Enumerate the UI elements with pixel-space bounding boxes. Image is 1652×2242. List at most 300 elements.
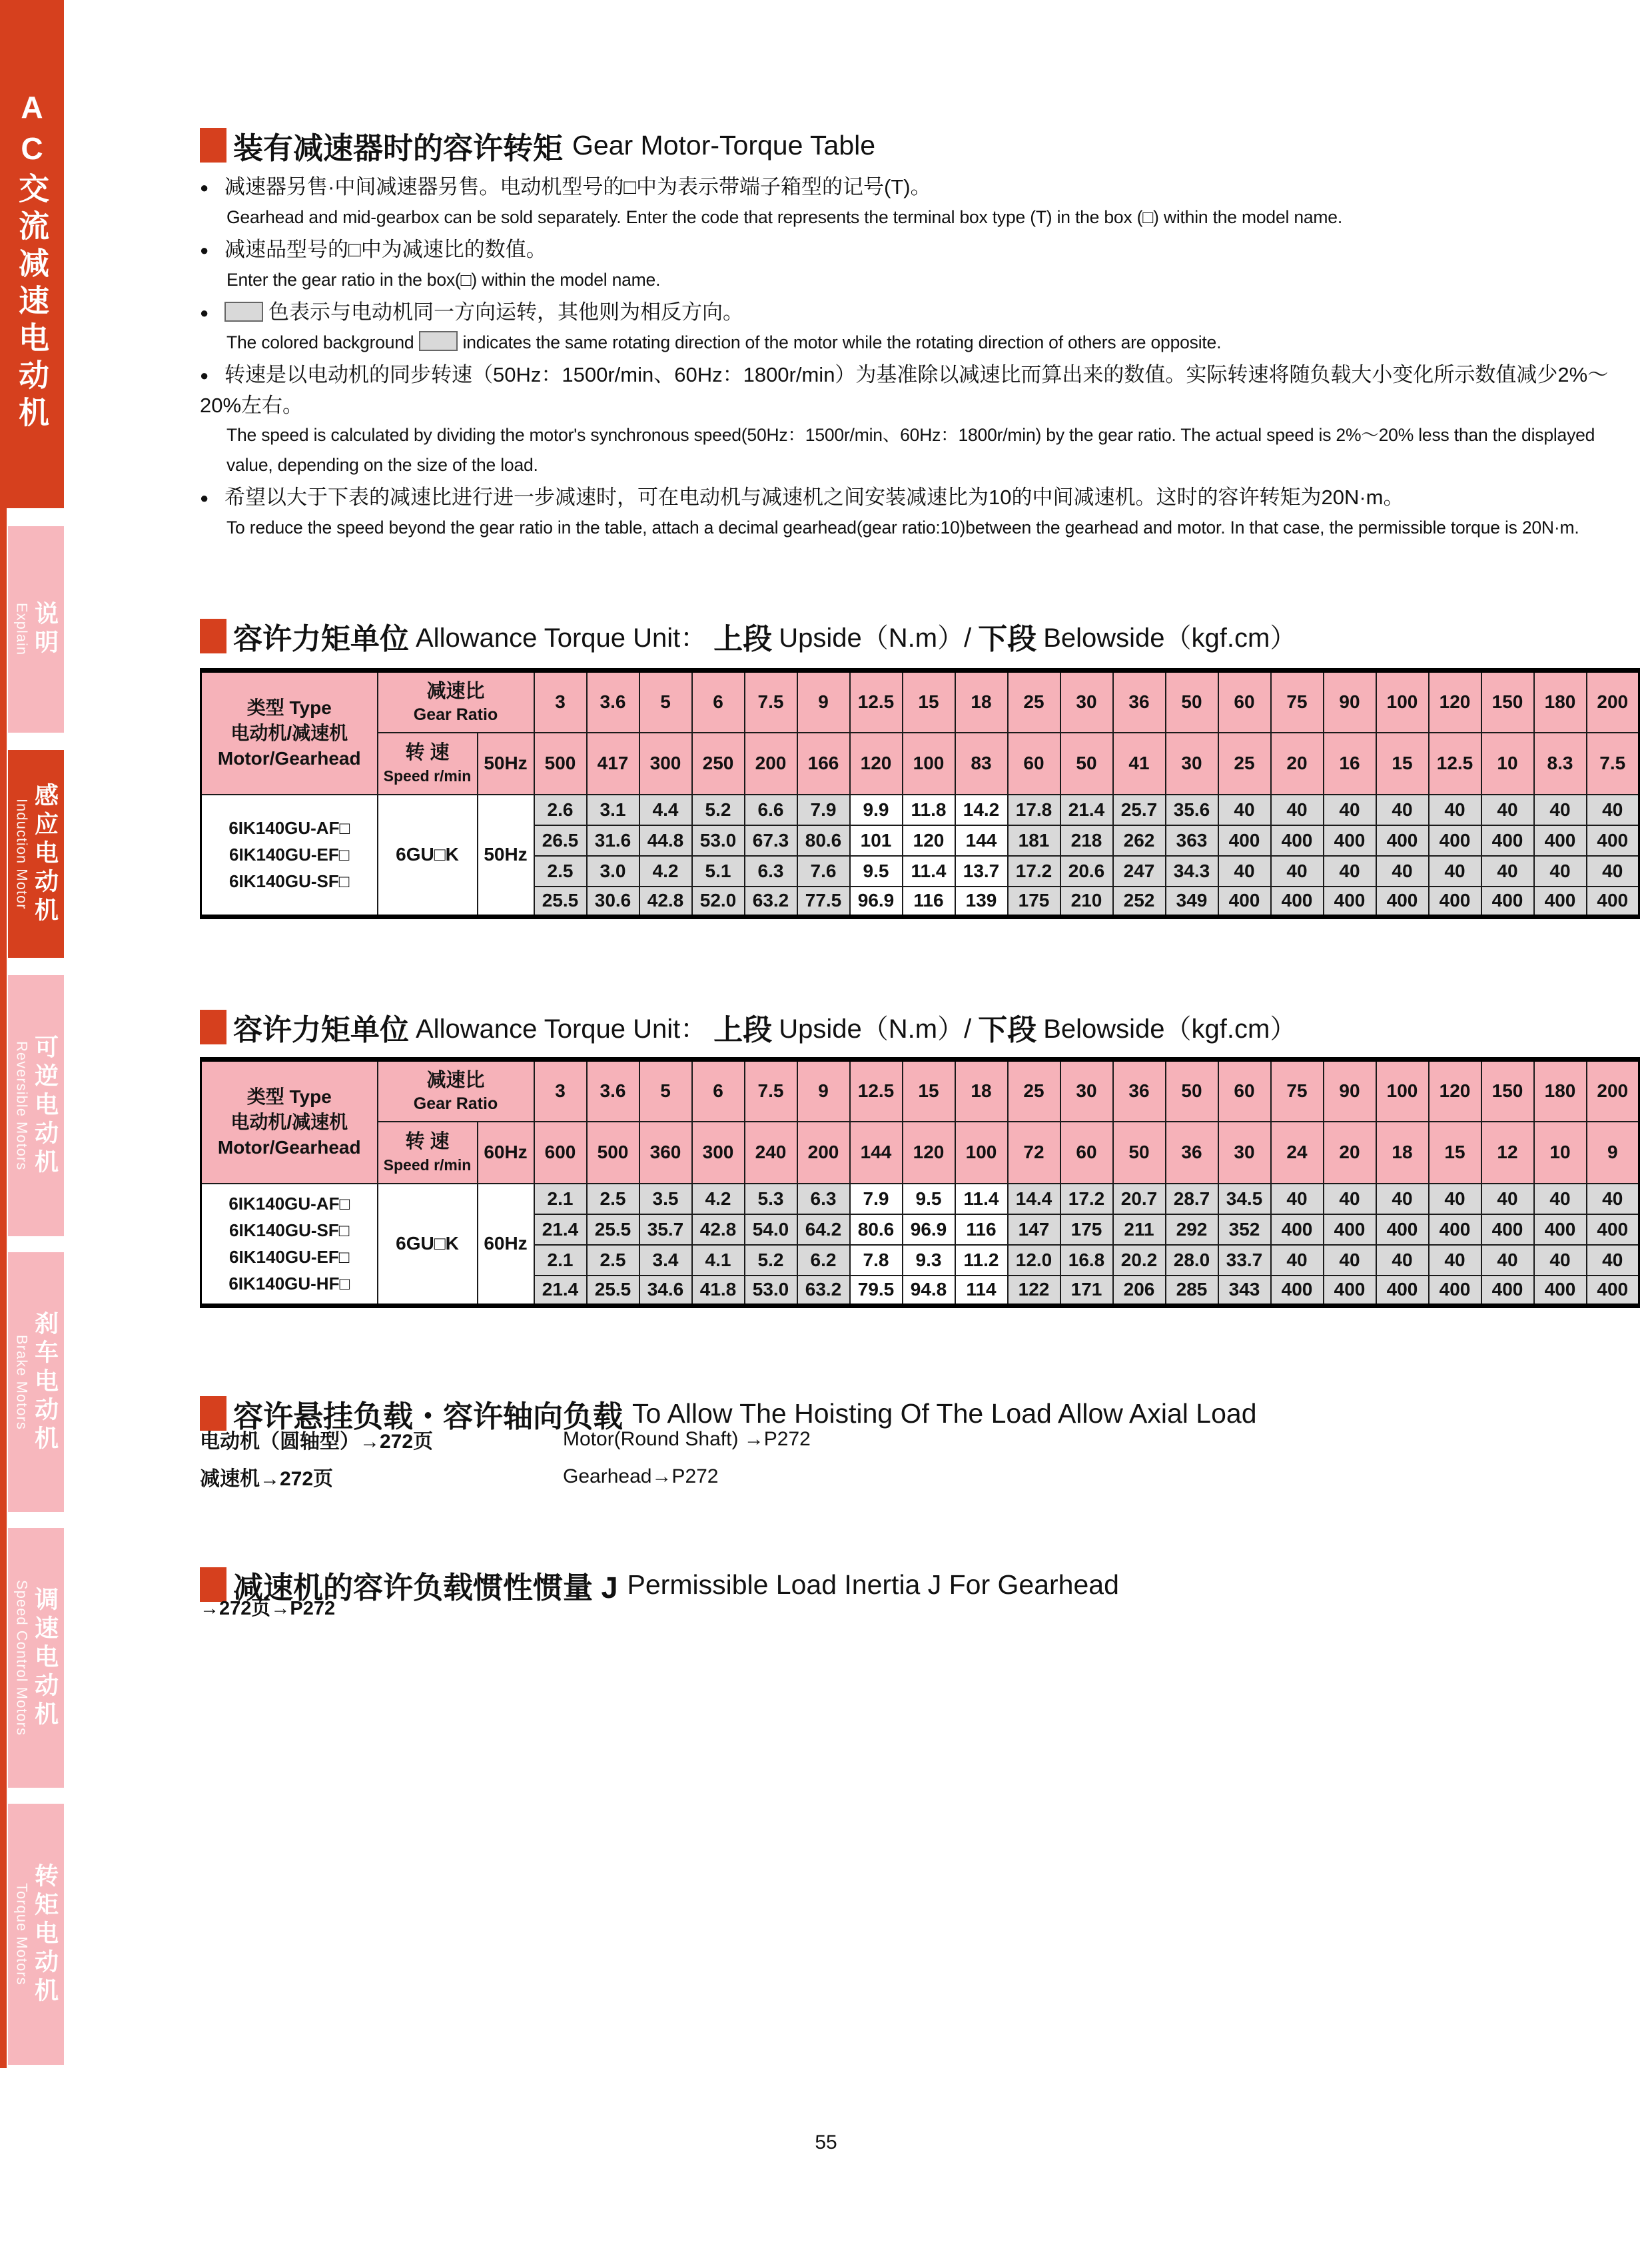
model-list-cell [201, 1184, 378, 1306]
torque-value-cell: 40 [1271, 856, 1324, 887]
speed-value-cell: 60 [1008, 733, 1060, 795]
sidebar-tab-label-zh: 刹车电动机 [31, 1310, 59, 1454]
gear-ratio-value-cell: 90 [1324, 1060, 1376, 1122]
sidebar-tab-label-en: Torque Motors [13, 1883, 31, 1986]
bullet-dot: ● [200, 304, 209, 321]
torque-value-cell: 400 [1429, 1214, 1481, 1245]
torque-value-cell: 40 [1481, 1245, 1534, 1276]
torque-value-cell: 34.5 [1218, 1184, 1271, 1214]
sidebar-tab-label-en: Brake Motors [13, 1334, 31, 1430]
torque-value-cell: 400 [1587, 1276, 1639, 1306]
speed-label-en: Speed r/min [383, 767, 472, 785]
model-name: 6IK140GU-HF□ [228, 1274, 350, 1294]
note-zh-content: 减速品型号的□中为减速比的数值。 [224, 238, 547, 261]
section-title-en: Allowance Torque Unit： [416, 1014, 707, 1044]
sidebar-tab-label-zh: 感应电动机 [31, 782, 59, 926]
gearhead-model-cell: 6GU□K [378, 795, 478, 917]
note-zh-content: 希望以大于下表的减速比进行进一步减速时，可在电动机与减速机之间安装减速比为10的中间减速机。这时的容许转矩为20N·m。 [224, 486, 1404, 509]
torque-value-cell: 262 [1113, 825, 1166, 856]
speed-value-cell: 417 [587, 733, 639, 795]
torque-value-cell: 6.6 [745, 795, 797, 825]
type-header-line: 类型 Type [246, 697, 332, 718]
type-header-line: 类型 Type [246, 1086, 332, 1107]
speed-value-cell: 360 [639, 1122, 692, 1184]
torque-value-cell: 210 [1060, 887, 1113, 917]
gear-ratio-value-cell: 25 [1008, 671, 1060, 733]
torque-value-cell: 40 [1587, 795, 1639, 825]
torque-value-cell: 96.9 [903, 1214, 955, 1245]
torque-value-cell: 40 [1481, 856, 1534, 887]
sidebar-tab-label-en: Induction Motor [13, 798, 31, 910]
torque-table-50hz [200, 668, 1640, 919]
torque-value-cell: 6.3 [797, 1184, 850, 1214]
sidebar-tab-label-en: Explain [13, 603, 31, 656]
gear-ratio-value-cell: 6 [692, 1060, 745, 1122]
gear-ratio-value-cell: 15 [903, 1060, 955, 1122]
speed-value-cell: 36 [1166, 1122, 1218, 1184]
torque-value-cell: 34.3 [1166, 856, 1218, 887]
torque-value-cell: 40 [1376, 1245, 1429, 1276]
torque-value-cell: 400 [1534, 1276, 1587, 1306]
model-name: 6IK140GU-EF□ [229, 845, 350, 865]
torque-value-cell: 400 [1587, 825, 1639, 856]
type-header-line: 电动机/减速机 [230, 722, 348, 743]
torque-value-cell: 40 [1429, 856, 1481, 887]
frequency-header-cell: 60Hz [478, 1122, 534, 1184]
gear-ratio-label-cell [378, 1060, 534, 1122]
torque-value-cell: 206 [1113, 1276, 1166, 1306]
gear-ratio-value-cell: 150 [1481, 671, 1534, 733]
torque-value-cell: 40 [1218, 856, 1271, 887]
torque-value-cell: 400 [1481, 887, 1534, 917]
torque-value-cell: 2.5 [534, 856, 587, 887]
motor-round-shaft-ref-en[interactable]: Motor(Round Shaft) →P272 [563, 1428, 811, 1450]
torque-value-cell: 343 [1218, 1276, 1271, 1306]
type-header-cell [201, 671, 378, 795]
torque-value-cell: 400 [1218, 887, 1271, 917]
torque-value-cell: 28.7 [1166, 1184, 1218, 1214]
gearhead-ref-en[interactable]: Gearhead→P272 [563, 1465, 719, 1487]
section-title-zh: 减速机的容许负载惯性惯量 J [233, 1570, 618, 1605]
frequency-body-cell: 60Hz [478, 1184, 534, 1306]
gear-ratio-value-cell: 200 [1587, 671, 1639, 733]
note-text-en: The speed is calculated by dividing the motor's synchronous speed(50Hz：1500r/min、60Hz：1800r/min) by the gear ratio. The actual speed is 2%～20% less than the displayed value, depending on the size of the load. [226, 425, 1595, 475]
speed-value-cell: 10 [1534, 1122, 1587, 1184]
torque-value-cell: 40 [1429, 795, 1481, 825]
torque-value-cell: 11.4 [903, 856, 955, 887]
gear-ratio-value-cell: 60 [1218, 671, 1271, 733]
section-marker-icon [200, 128, 226, 163]
gear-ratio-value-cell: 9 [797, 671, 850, 733]
torque-value-cell: 40 [1324, 1184, 1376, 1214]
section-title-zh: 上段 [713, 622, 773, 655]
torque-value-cell: 79.5 [850, 1276, 903, 1306]
note-text-en: The colored background indicates the same rotating direction of the motor while the rotating direction of others are opposite. [226, 332, 1222, 352]
torque-value-cell: 17.2 [1060, 1184, 1113, 1214]
page-reference-links [200, 1421, 811, 1495]
speed-value-cell: 41 [1113, 733, 1166, 795]
section-title-en: Upside（N.m）/ [779, 623, 972, 653]
torque-value-cell: 40 [1534, 856, 1587, 887]
gear-ratio-value-cell: 6 [692, 671, 745, 733]
torque-value-cell: 9.5 [903, 1184, 955, 1214]
torque-value-cell: 3.4 [639, 1245, 692, 1276]
torque-value-cell: 40 [1534, 1184, 1587, 1214]
section-title-en: Gear Motor-Torque Table [572, 129, 876, 161]
motor-round-shaft-ref-zh[interactable]: 电动机（圆轴型）→272页 [200, 1431, 434, 1453]
gear-ratio-value-cell: 25 [1008, 1060, 1060, 1122]
type-header-line: Motor/Gearhead [217, 1136, 361, 1158]
speed-value-cell: 300 [639, 733, 692, 795]
torque-value-cell: 64.2 [797, 1214, 850, 1245]
torque-value-cell: 3.1 [587, 795, 639, 825]
speed-value-cell: 15 [1429, 1122, 1481, 1184]
note-item [200, 482, 1635, 543]
torque-value-cell: 20.6 [1060, 856, 1113, 887]
torque-value-cell: 139 [955, 887, 1008, 917]
section-gear-motor-torque-title [200, 124, 875, 167]
torque-value-cell: 363 [1166, 825, 1218, 856]
torque-table [200, 1057, 1640, 1308]
note-text-zh [200, 172, 1635, 202]
gear-ratio-value-cell: 3.6 [587, 1060, 639, 1122]
torque-value-cell: 400 [1376, 1214, 1429, 1245]
torque-value-cell: 40 [1271, 795, 1324, 825]
gear-ratio-value-cell: 150 [1481, 1060, 1534, 1122]
gear-ratio-value-cell: 100 [1376, 1060, 1429, 1122]
speed-value-cell: 18 [1376, 1122, 1429, 1184]
speed-label-zh: 转 速 [405, 742, 450, 763]
torque-value-cell: 80.6 [797, 825, 850, 856]
gear-ratio-value-cell: 120 [1429, 671, 1481, 733]
torque-value-cell: 40 [1271, 1245, 1324, 1276]
torque-value-cell: 42.8 [692, 1214, 745, 1245]
torque-value-cell: 147 [1008, 1214, 1060, 1245]
note-item [200, 234, 1635, 295]
speed-value-cell: 60 [1060, 1122, 1113, 1184]
sidebar-tab-label-en: Reversible Motors [13, 1040, 31, 1171]
sidebar-tab-label-en: Speed Control Motors [13, 1580, 31, 1736]
torque-value-cell: 25.7 [1113, 795, 1166, 825]
page-number: 55 [815, 2131, 837, 2153]
speed-label-cell [378, 1122, 478, 1184]
speed-value-cell: 72 [1008, 1122, 1060, 1184]
gear-ratio-value-cell: 75 [1271, 671, 1324, 733]
speed-value-cell: 30 [1166, 733, 1218, 795]
section-load-inertia-title [200, 1563, 1119, 1607]
frequency-header-cell: 50Hz [478, 733, 534, 795]
sidebar-tab-label-zh: AC交流减速电动机 [15, 90, 49, 434]
torque-value-cell: 40 [1271, 1184, 1324, 1214]
speed-value-cell: 24 [1271, 1122, 1324, 1184]
gear-ratio-value-cell: 12.5 [850, 1060, 903, 1122]
gearhead-ref-zh[interactable]: 减速机→272页 [200, 1468, 334, 1490]
torque-value-cell: 5.2 [692, 795, 745, 825]
torque-value-cell: 6.2 [797, 1245, 850, 1276]
torque-value-cell: 400 [1376, 825, 1429, 856]
torque-value-cell: 41.8 [692, 1276, 745, 1306]
torque-value-cell: 40 [1429, 1245, 1481, 1276]
torque-value-cell: 2.5 [587, 1184, 639, 1214]
model-name: 6IK140GU-AF□ [228, 1194, 350, 1214]
speed-label-zh: 转 速 [405, 1131, 450, 1152]
torque-value-cell: 30.6 [587, 887, 639, 917]
speed-value-cell: 16 [1324, 733, 1376, 795]
torque-value-cell: 116 [955, 1214, 1008, 1245]
note-item [200, 360, 1635, 480]
sidebar-tab-label-zh: 转矩电动机 [31, 1862, 59, 2006]
torque-value-cell: 40 [1534, 795, 1587, 825]
gear-ratio-label-cell [378, 671, 534, 733]
gear-ratio-label-zh: 减速比 [426, 681, 485, 703]
inertia-page-ref[interactable]: →272页→P272 [200, 1598, 336, 1619]
torque-value-cell: 40 [1376, 795, 1429, 825]
torque-value-cell: 28.0 [1166, 1245, 1218, 1276]
torque-value-cell: 400 [1271, 1276, 1324, 1306]
speed-label-en: Speed r/min [383, 1156, 472, 1174]
gear-ratio-value-cell: 120 [1429, 1060, 1481, 1122]
torque-value-cell: 175 [1008, 887, 1060, 917]
torque-value-cell: 40 [1481, 1184, 1534, 1214]
torque-value-cell: 4.4 [639, 795, 692, 825]
section-title-en: Belowside（kgf.cm） [1043, 623, 1297, 653]
section-title-zh: 上段 [713, 1013, 773, 1046]
torque-value-cell: 400 [1376, 1276, 1429, 1306]
gear-ratio-value-cell: 18 [955, 671, 1008, 733]
torque-value-cell: 175 [1060, 1214, 1113, 1245]
section-title-en: Permissible Load Inertia J For Gearhead [627, 1569, 1119, 1600]
model-name: 6IK140GU-SF□ [229, 871, 350, 892]
speed-value-cell: 250 [692, 733, 745, 795]
torque-value-cell: 2.1 [534, 1245, 587, 1276]
torque-value-cell: 40 [1324, 1245, 1376, 1276]
torque-value-cell: 2.6 [534, 795, 587, 825]
torque-value-cell: 21.4 [1060, 795, 1113, 825]
notes-list [200, 172, 1635, 545]
torque-value-cell: 6.3 [745, 856, 797, 887]
torque-value-cell: 7.9 [797, 795, 850, 825]
gear-ratio-value-cell: 5 [639, 671, 692, 733]
torque-value-cell: 11.2 [955, 1245, 1008, 1276]
torque-value-cell: 35.7 [639, 1214, 692, 1245]
torque-value-cell: 94.8 [903, 1276, 955, 1306]
speed-value-cell: 8.3 [1534, 733, 1587, 795]
gearhead-model-cell: 6GU□K [378, 1184, 478, 1306]
note-item [200, 172, 1635, 232]
torque-value-cell: 40 [1587, 1245, 1639, 1276]
torque-value-cell: 400 [1324, 1276, 1376, 1306]
section-allowance-torque-title-50hz [200, 615, 1296, 657]
section-title-zh: 下段 [978, 622, 1037, 655]
torque-value-cell: 40 [1587, 856, 1639, 887]
torque-value-cell: 31.6 [587, 825, 639, 856]
gear-ratio-value-cell: 18 [955, 1060, 1008, 1122]
note-text-zh [200, 360, 1635, 420]
speed-value-cell: 30 [1218, 1122, 1271, 1184]
gear-ratio-value-cell: 7.5 [745, 1060, 797, 1122]
torque-value-cell: 9.5 [850, 856, 903, 887]
gear-ratio-value-cell: 3.6 [587, 671, 639, 733]
speed-value-cell: 600 [534, 1122, 587, 1184]
sidebar-tab-label-zh: 说明 [31, 601, 59, 658]
torque-value-cell: 14.4 [1008, 1184, 1060, 1214]
torque-value-cell: 7.6 [797, 856, 850, 887]
gear-ratio-value-cell: 180 [1534, 671, 1587, 733]
section-title-zh: 容许悬挂负载・容许轴向负载 [233, 1399, 623, 1433]
torque-value-cell: 17.2 [1008, 856, 1060, 887]
type-header-line: Motor/Gearhead [217, 747, 361, 769]
speed-value-cell: 12 [1481, 1122, 1534, 1184]
gear-ratio-value-cell: 3 [534, 671, 587, 733]
torque-value-cell: 44.8 [639, 825, 692, 856]
section-marker-icon [200, 1010, 226, 1044]
torque-value-cell: 400 [1587, 887, 1639, 917]
torque-value-cell: 63.2 [745, 887, 797, 917]
type-header-cell [201, 1060, 378, 1184]
sidebar-tab-label-zh: 调速电动机 [31, 1586, 59, 1730]
speed-value-cell: 15 [1376, 733, 1429, 795]
torque-value-cell: 12.0 [1008, 1245, 1060, 1276]
torque-value-cell: 25.5 [587, 1276, 639, 1306]
section-title-en: Allowance Torque Unit： [416, 623, 707, 653]
note-zh-content: 转速是以电动机的同步转速（50Hz：1500r/min、60Hz：1800r/min）为基准除以减速比而算出来的数值。实际转速将随负载大小变化所示数值减少2%～20%左右。 [200, 363, 1609, 417]
speed-value-cell: 120 [850, 733, 903, 795]
sidebar-tab-label-zh: 可逆电动机 [31, 1034, 59, 1178]
torque-value-cell: 5.1 [692, 856, 745, 887]
torque-value-cell: 40 [1429, 1184, 1481, 1214]
torque-value-cell: 400 [1324, 825, 1376, 856]
torque-value-cell: 400 [1481, 825, 1534, 856]
torque-value-cell: 400 [1376, 887, 1429, 917]
speed-value-cell: 120 [903, 1122, 955, 1184]
torque-value-cell: 9.3 [903, 1245, 955, 1276]
gear-ratio-value-cell: 36 [1113, 671, 1166, 733]
gear-ratio-label-en: Gear Ratio [413, 1094, 498, 1114]
torque-value-cell: 40 [1534, 1245, 1587, 1276]
torque-value-cell: 400 [1481, 1276, 1534, 1306]
torque-value-cell: 400 [1271, 1214, 1324, 1245]
torque-value-cell: 11.8 [903, 795, 955, 825]
torque-value-cell: 400 [1271, 887, 1324, 917]
torque-value-cell: 2.5 [587, 1245, 639, 1276]
torque-value-cell: 40 [1587, 1184, 1639, 1214]
torque-value-cell: 11.4 [955, 1184, 1008, 1214]
torque-value-cell: 116 [903, 887, 955, 917]
note-text-en: To reduce the speed beyond the gear ratio in the table, attach a decimal gearhead(gear ratio:10)between the gearhead and motor. In that case, the permissible torque is 20N·m. [226, 518, 1579, 538]
speed-value-cell: 200 [745, 733, 797, 795]
torque-value-cell: 349 [1166, 887, 1218, 917]
gear-ratio-value-cell: 50 [1166, 671, 1218, 733]
section-title-en: Belowside（kgf.cm） [1043, 1014, 1297, 1044]
gear-ratio-value-cell: 100 [1376, 671, 1429, 733]
torque-value-cell: 400 [1429, 887, 1481, 917]
color-swatch [419, 331, 458, 351]
gear-ratio-value-cell: 7.5 [745, 671, 797, 733]
torque-value-cell: 211 [1113, 1214, 1166, 1245]
gear-ratio-value-cell: 50 [1166, 1060, 1218, 1122]
torque-value-cell: 400 [1218, 825, 1271, 856]
torque-value-cell: 40 [1376, 856, 1429, 887]
torque-value-cell: 5.2 [745, 1245, 797, 1276]
torque-value-cell: 25.5 [534, 887, 587, 917]
section-title-zh: 装有减速器时的容许转矩 [233, 131, 564, 165]
torque-value-cell: 4.2 [639, 856, 692, 887]
torque-value-cell: 9.9 [850, 795, 903, 825]
speed-label-cell [378, 733, 478, 795]
note-text-en: Enter the gear ratio in the box(□) within the model name. [226, 270, 661, 290]
model-name: 6IK140GU-AF□ [228, 818, 350, 839]
torque-value-cell: 285 [1166, 1276, 1218, 1306]
gear-ratio-value-cell: 60 [1218, 1060, 1271, 1122]
torque-value-cell: 53.0 [745, 1276, 797, 1306]
speed-value-cell: 300 [692, 1122, 745, 1184]
gear-ratio-label-en: Gear Ratio [413, 705, 498, 725]
speed-value-cell: 83 [955, 733, 1008, 795]
torque-value-cell: 40 [1324, 795, 1376, 825]
torque-value-cell: 16.8 [1060, 1245, 1113, 1276]
torque-value-cell: 20.2 [1113, 1245, 1166, 1276]
gear-ratio-value-cell: 90 [1324, 671, 1376, 733]
gear-ratio-value-cell: 9 [797, 1060, 850, 1122]
torque-value-cell: 52.0 [692, 887, 745, 917]
torque-value-cell: 247 [1113, 856, 1166, 887]
note-text-zh [200, 482, 1635, 513]
torque-value-cell: 400 [1534, 825, 1587, 856]
speed-value-cell: 25 [1218, 733, 1271, 795]
bullet-dot: ● [200, 242, 209, 258]
torque-value-cell: 7.9 [850, 1184, 903, 1214]
section-title-zh: 容许力矩单位 [233, 622, 409, 655]
torque-value-cell: 400 [1481, 1214, 1534, 1245]
note-text-zh [200, 234, 1635, 265]
section-marker-icon [200, 619, 226, 653]
torque-value-cell: 171 [1060, 1276, 1113, 1306]
model-name: 6IK140GU-SF□ [229, 1220, 350, 1241]
torque-value-cell: 17.8 [1008, 795, 1060, 825]
torque-value-cell: 400 [1429, 825, 1481, 856]
speed-value-cell: 7.5 [1587, 733, 1639, 795]
torque-value-cell: 13.7 [955, 856, 1008, 887]
torque-value-cell: 34.6 [639, 1276, 692, 1306]
torque-value-cell: 400 [1324, 887, 1376, 917]
torque-value-cell: 5.3 [745, 1184, 797, 1214]
torque-value-cell: 120 [903, 825, 955, 856]
gear-ratio-value-cell: 12.5 [850, 671, 903, 733]
speed-value-cell: 500 [534, 733, 587, 795]
speed-value-cell: 50 [1060, 733, 1113, 795]
torque-value-cell: 53.0 [692, 825, 745, 856]
color-swatch [224, 302, 263, 322]
torque-value-cell: 77.5 [797, 887, 850, 917]
speed-value-cell: 10 [1481, 733, 1534, 795]
torque-value-cell: 67.3 [745, 825, 797, 856]
torque-value-cell: 7.8 [850, 1245, 903, 1276]
torque-value-cell: 2.1 [534, 1184, 587, 1214]
gear-ratio-value-cell: 3 [534, 1060, 587, 1122]
speed-value-cell: 144 [850, 1122, 903, 1184]
speed-value-cell: 20 [1271, 733, 1324, 795]
torque-value-cell: 400 [1534, 1214, 1587, 1245]
torque-value-cell: 144 [955, 825, 1008, 856]
torque-value-cell: 42.8 [639, 887, 692, 917]
gear-ratio-value-cell: 36 [1113, 1060, 1166, 1122]
section-title-zh: 容许力矩单位 [233, 1013, 409, 1046]
gear-ratio-value-cell: 180 [1534, 1060, 1587, 1122]
type-header-line: 电动机/减速机 [230, 1111, 348, 1132]
torque-table [200, 668, 1640, 919]
frequency-body-cell: 50Hz [478, 795, 534, 917]
torque-value-cell: 3.0 [587, 856, 639, 887]
